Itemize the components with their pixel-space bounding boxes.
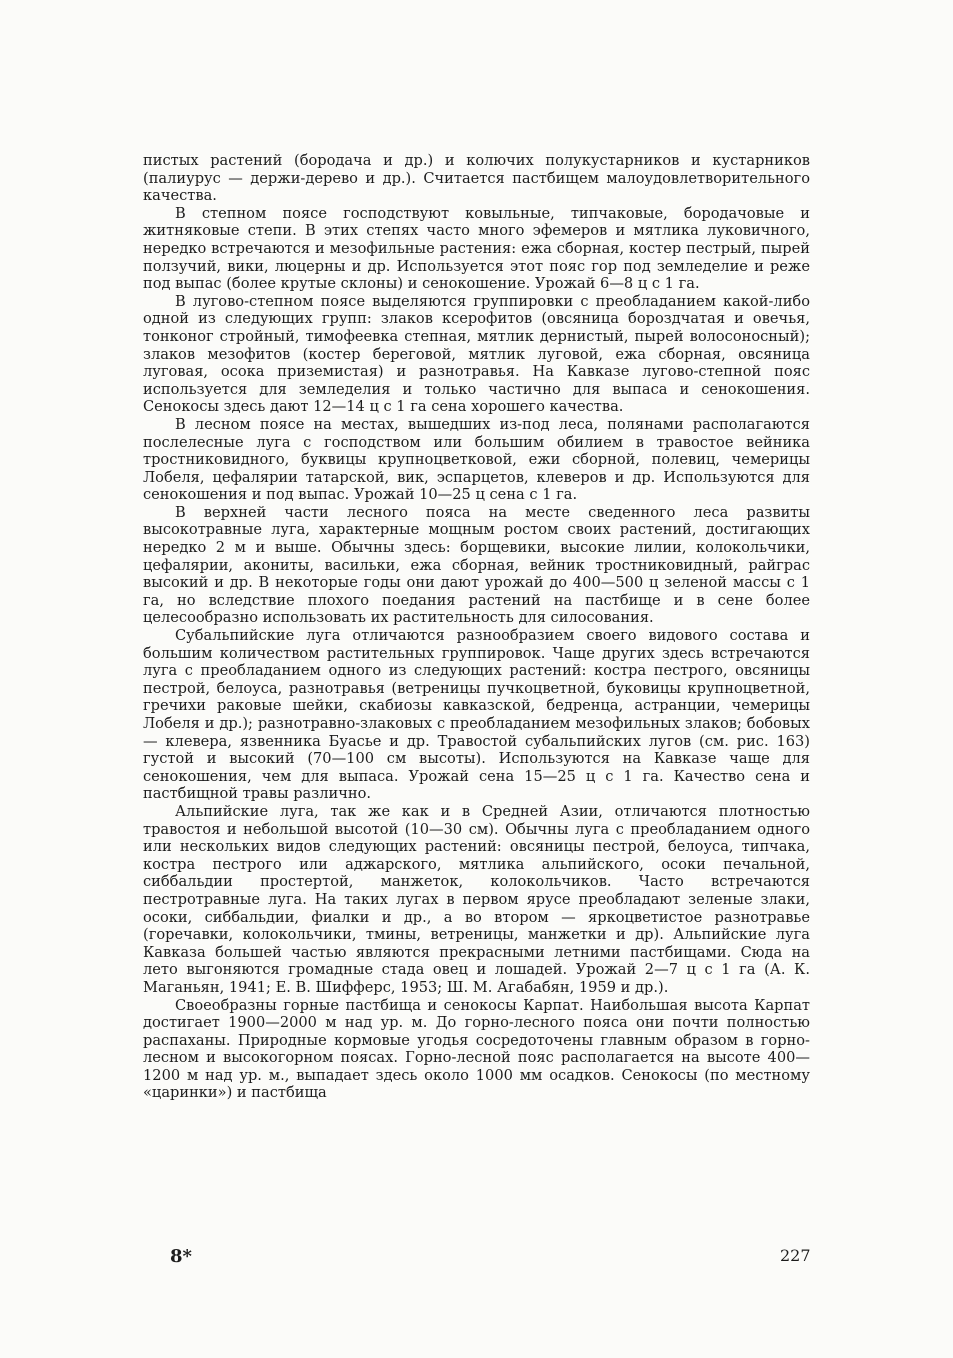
page-number: 227 [780,1246,811,1265]
paragraph-alpine-meadows: Альпийские луга, так же как и в Средней Азии, отличаются плотностью травостоя и небольшой высотой (10—30 см). Обычны луга с преобладанием одного или нескольких видов следующих растений: овсяницы пестрой, белоуса, типчака, костра пестрого или аджарского, мятлика альпийского, осоки печальной, сиббальдии простертой, манжеток, колокольчиков. Часто встречаются пестротравные луга. На таких лугах в первом ярусе преобладают зеленые злаки, осоки, сиббальдии, фиалки и др., а во втором — яркоцветистое разнотравье (горечавки, колокольчики, тмины, ветреницы, манжетки и др). Альпийские луга Кавказа большей частью являются прекрасными летними пастбищами. Сюда на лето выгоняются громадные стада овец и лошадей. Урожай 2—7 ц с 1 га (А. К. Маганьян, 1941; Е. В. Шифферс, 1953; Ш. М. Агабабян, 1959 и др.). [143,802,810,996]
paragraph-forest-belt: В лесном поясе на местах, вышедших из-под леса, полянами располагаются послелесные луга с господством или большим обилием в травостое вейника тростниковидного, буквицы крупноцветковой, ежи сборной, полевиц, чемерицы Лобеля, цефалярии татарской, вик, эспарцетов, клеверов и др. Используются для сенокошения и под выпас. Урожай 10—25 ц сена с 1 га. [143,415,810,504]
paragraph-steppe-belt: В степном поясе господствуют ковыльные, типчаковые, бородачовые и житняковые степи. В этих степях часто много эфемеров и мятлика луковичного, нередко встречаются и мезофильные растения: ежа сборная, костер пестрый, пырей ползучий, вики, люцерны и др. Используется этот пояс гор под земледелие и реже под выпас (более крутые склоны) и сенокошение. Урожай 6—8 ц с 1 га. [143,204,810,293]
paragraph-continuation: пистых растений (бородача и др.) и колючих полукустарников и кустарников (палиурус — держи-дерево и др.). Считается пастбищем малоудовлетворительного качества. [143,152,810,205]
paragraph-carpathians: Своеобразны горные пастбища и сенокосы Карпат. Наибольшая высота Карпат достигает 1900—2000 м над ур. м. До горно-лесного пояса они почти полностью распаханы. Природные кормовые угодья сосредоточены главным образом в горно-лесном и высокогорном поясах. Горно-лесной пояс располагается на высоте 400—1200 м над ур. м., выпадает здесь около 1000 мм осадков. Сенокосы (по местному «царинки») и пастбища [143,996,810,1102]
body-text [143,152,810,1102]
paragraph-subalpine-meadows: Субальпийские луга отличаются разнообразием своего видового состава и большим количеством растительных группировок. Чаще других здесь встречаются луга с преобладанием одного из следующих растений: костра пестрого, овсяницы пестрой, белоуса, разнотравья (ветреницы пучкоцветной, буковицы крупноцветной, гречихи раковые шейки, скабиозы кавказской, бедренца, астранции, чемерицы Лобеля и др.); разнотравно-злаковых с преобладанием мезофильных злаков; бобовых — клевера, язвенника Буасье и др. Травостой субальпийских лугов (см. рис. 163) густой и высокий (70—100 см высоты). Используются на Кавказе чаще для сенокошения, чем для выпаса. Урожай сена 15—25 ц с 1 га. Качество сена и пастбищной травы различно. [143,627,810,803]
paragraph-upper-forest-belt: В верхней части лесного пояса на месте сведенного леса развиты высокотравные луга, характерные мощным ростом своих растений, достигающих нередко 2 м и выше. Обычны здесь: борщевики, высокие лилии, колокольчики, цефалярии, акониты, васильки, ежа сборная, вейник тростниковидный, райграс высокий и др. В некоторые годы они дают урожай до 400—500 ц зеленой массы с 1 га, но вследствие плохого поедания растений на пастбище и в сене более целесообразно использовать их растительность для силосования. [143,503,810,627]
paragraph-meadow-steppe-belt: В лугово-степном поясе выделяются группировки с преобладанием какой-либо одной из следующих групп: злаков ксерофитов (овсяница бороздчатая и овечья, тонконог стройный, тимофеевка степная, мятлик дернистый, пырей волосоносный); злаков мезофитов (костер береговой, мятлик луговой, ежа сборная, овсяница луговая, осока приземистая) и разнотравья. На Кавказе лугово-степной пояс используется для земледелия и только частично для выпаса и сенокошения. Сенокосы здесь дают 12—14 ц с 1 га сена хорошего качества. [143,292,810,416]
signature-mark: 8* [170,1246,192,1267]
